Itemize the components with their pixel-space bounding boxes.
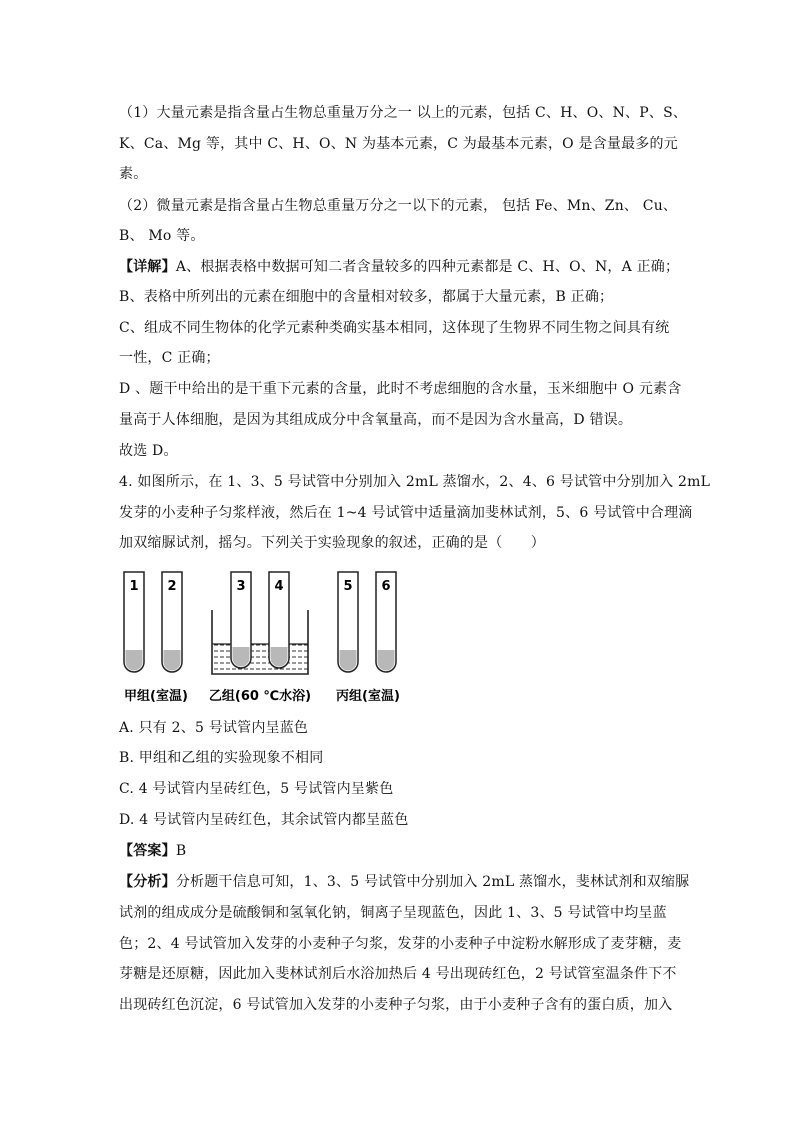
text-line: 色；2、4 号试管加入发芽的小麦种子匀浆，发芽的小麦种子中淀粉水解形成了麦芽糖，麦: [119, 936, 682, 952]
text-line: B、 Mo 等。: [119, 228, 205, 244]
tube-number: 3: [236, 579, 246, 594]
detail-tag: 【详解】: [119, 259, 176, 275]
group-label: 乙组(60 ℃水浴): [208, 689, 312, 704]
question-stem: 4. 如图所示，在 1、3、5 号试管中分别加入 2mL 蒸馏水，2、4、6 号试管中分别加入 2mL: [119, 474, 711, 490]
answer-tag: 【答案】: [119, 843, 176, 859]
text-line: 素。: [119, 166, 148, 182]
option-a: A. 只有 2、5 号试管内呈蓝色: [119, 720, 309, 736]
group-label: 丙组(室温): [336, 689, 400, 704]
text-line: C、组成不同生物体的化学元素种类确实基本相同，这体现了生物界不同生物之间具有统: [119, 320, 670, 336]
text-line: D 、题干中给出的是干重下元素的含量，此时不考虑细胞的含水量，玉米细胞中 O 元素含: [119, 381, 682, 397]
text-line: （2）微量元素是指含量占生物总重量万分之一以下的元素， 包括 Fe、Mn、Zn、 Cu、: [119, 198, 678, 214]
tube-number: 2: [167, 579, 177, 594]
text-line: 一性，C 正确；: [119, 350, 220, 366]
text-line: （1）大量元素是指含量占生物总重量万分之一 以上的元素，包括 C、H、O、N、P、S、: [119, 105, 688, 121]
text-line: 芽糖是还原糖，因此加入斐林试剂后水浴加热后 4 号出现砖红色，2 号试管室温条件下不: [119, 966, 677, 982]
detail-paragraph: 【详解】A、根据表格中数据可知二者含量较多的四种元素都是 C、H、O、N，A 正确；: [119, 259, 680, 275]
text-line: K、Ca、Mg 等，其中 C、H、O、N 为基本元素，C 为最基本元素，O 是含量最多的元: [119, 136, 678, 152]
text-line: 出现砖红色沉淀，6 号试管加入发芽的小麦种子匀浆，由于小麦种子含有的蛋白质，加入: [119, 997, 673, 1013]
tube-number: 5: [343, 579, 353, 594]
test-tube-figure: [118, 570, 418, 710]
text-line: 量高于人体细胞，是因为其组成成分中含氧量高，而不是因为含水量高，D 错误。: [119, 412, 633, 428]
analysis-tag: 【分析】: [119, 874, 176, 890]
text-line: B、表格中所列出的元素在细胞中的含量相对较多，都属于大量元素，B 正确；: [119, 289, 614, 305]
tube-number: 6: [381, 579, 391, 594]
analysis-paragraph: 【分析】分析题干信息可知，1、3、5 号试管中分别加入 2mL 蒸馏水，斐林试剂和双缩脲: [119, 874, 690, 890]
tube-number: 1: [129, 579, 139, 594]
option-d: D. 4 号试管内呈砖红色，其余试管内都呈蓝色: [119, 812, 409, 828]
option-c: C. 4 号试管内呈砖红色，5 号试管内呈紫色: [119, 781, 394, 797]
water-bath: [212, 610, 308, 674]
text-line: 发芽的小麦种子匀浆样液，然后在 1~4 号试管中适量滴加斐林试剂，5、6 号试管中合理滴: [119, 505, 693, 521]
group-label: 甲组(室温): [124, 689, 188, 704]
text-line: 试剂的组成成分是硫酸铜和氢氧化钠，铜离子呈现蓝色，因此 1、3、5 号试管中均呈蓝: [119, 905, 667, 921]
answer-line: 【答案】B: [119, 843, 187, 859]
text-line: 加双缩脲试剂，摇匀。下列关于实验现象的叙述，正确的是（ ）: [119, 535, 545, 551]
text-line: 故选 D。: [119, 443, 178, 459]
tube-number: 4: [274, 579, 284, 594]
option-b: B. 甲组和乙组的实验现象不相同: [119, 750, 324, 766]
